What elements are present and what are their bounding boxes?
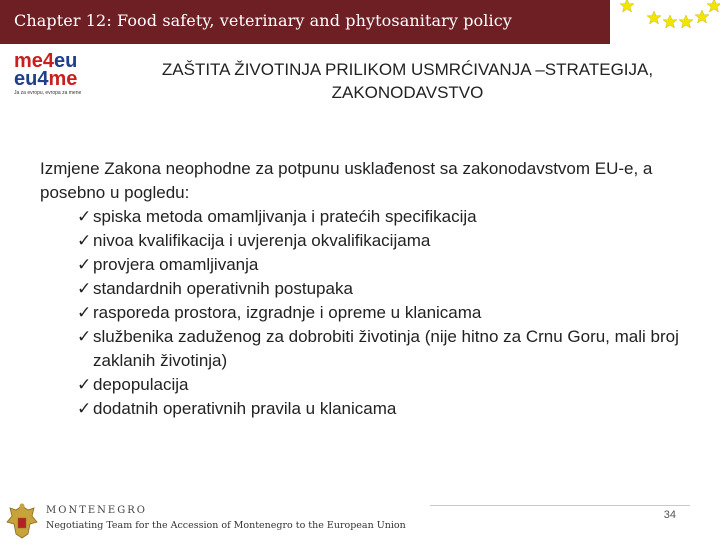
slide-header — [0, 0, 720, 44]
checklist-item-text: standardnih operativnih postupaka — [93, 279, 353, 298]
checklist-item — [77, 253, 705, 277]
checklist-item-text: provjera omamljivanja — [93, 255, 259, 274]
checklist-item — [77, 397, 705, 421]
checklist-item — [77, 301, 705, 325]
logo-line-2: eu4me — [14, 68, 78, 90]
slide-footer — [0, 498, 720, 540]
slide-body — [40, 157, 705, 421]
checklist-item-text: službenika zaduženog za dobrobiti životinja (nije hitno za Crnu Goru, mali broj zaklanih životinja) — [93, 327, 679, 370]
checkmark-icon: ✓ — [77, 327, 92, 346]
checklist-item-text: depopulacija — [93, 375, 189, 394]
checklist-item-text: spiska metoda omamljivanja i pratećih specifikacija — [93, 207, 477, 226]
checklist-item-text: nivoa kvalifikacija i uvjerenja okvalifikacijama — [93, 231, 431, 250]
checkmark-icon: ✓ — [77, 399, 92, 418]
checklist-item — [77, 205, 705, 229]
eu-stars-decoration — [610, 0, 720, 44]
me4eu-logo — [14, 52, 106, 98]
checkmark-icon: ✓ — [77, 255, 92, 274]
checkmark-icon: ✓ — [77, 207, 92, 226]
footer-country: MONTENEGRO — [46, 505, 147, 516]
intro-text: Izmjene Zakona neophodne za potpunu usklađenost sa zakonodavstvom EU-e, a posebno u pogledu: — [40, 159, 653, 202]
slide-title-line-1: ZAŠTITA ŽIVOTINJA PRILIKOM USMRĆIVANJA –STRATEGIJA, — [161, 60, 654, 79]
checkmark-icon: ✓ — [77, 279, 92, 298]
checklist-item-text: dodatnih operativnih pravila u klanicama — [93, 399, 397, 418]
slide-title — [110, 58, 705, 104]
checklist-item-text: rasporeda prostora, izgradnje i opreme u klanicama — [93, 303, 482, 322]
chapter-title: Chapter 12: Food safety, veterinary and phytosanitary policy — [14, 11, 512, 30]
checklist-item — [77, 229, 705, 253]
star-icons — [610, 0, 720, 44]
logo-line-1: me4eu — [14, 50, 78, 72]
footer-divider — [430, 505, 690, 506]
checklist-item — [77, 325, 705, 373]
checklist-item — [77, 373, 705, 397]
checklist-item — [77, 277, 705, 301]
checklist — [40, 205, 705, 421]
footer-subtitle: Negotiating Team for the Accession of Montenegro to the European Union — [46, 520, 406, 531]
checkmark-icon: ✓ — [77, 303, 92, 322]
montenegro-crest-icon — [4, 502, 40, 540]
page-number: 34 — [663, 509, 676, 521]
checkmark-icon: ✓ — [77, 231, 92, 250]
logo-tagline: Ja za evropu, evropa za mene — [14, 90, 82, 96]
slide-title-line-2: ZAKONODAVSTVO — [331, 83, 484, 102]
checkmark-icon: ✓ — [77, 375, 92, 394]
